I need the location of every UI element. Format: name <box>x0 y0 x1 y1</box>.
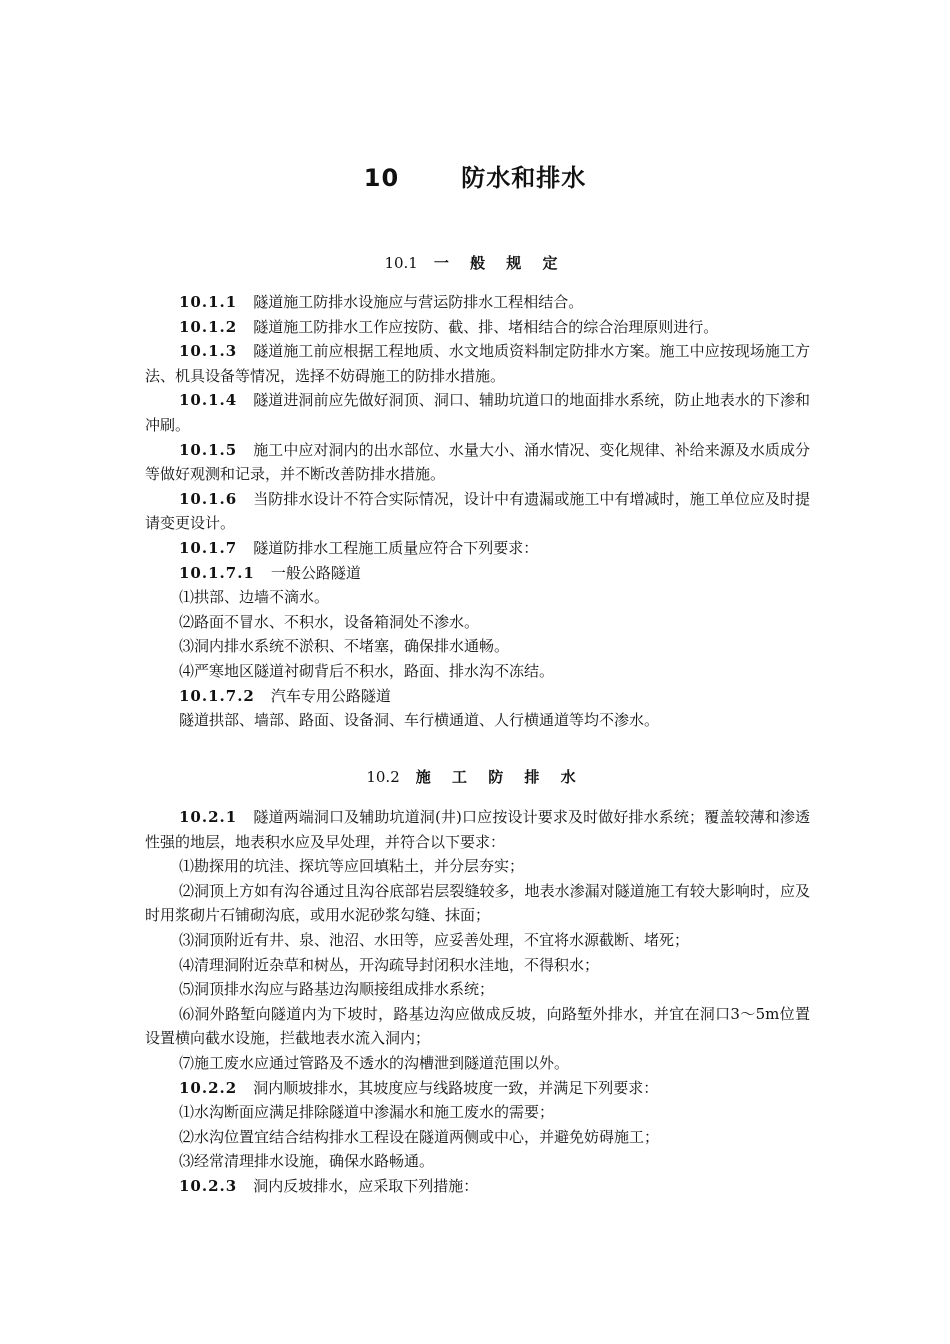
list-item <box>145 708 810 733</box>
clause-number: 10.2.3 <box>179 1176 238 1195</box>
list-item-text: ⑴勘探用的坑洼、探坑等应回填粘土，并分层夯实； <box>179 857 525 876</box>
list-item <box>145 610 810 635</box>
section-heading <box>0 252 950 273</box>
clause-text: 隧道防排水工程施工质量应符合下列要求： <box>253 538 539 557</box>
clause-text: 隧道施工防排水工作应按防、截、排、堵相结合的综合治理原则进行。 <box>253 317 719 336</box>
list-item <box>145 1100 810 1125</box>
list-item <box>145 1051 810 1076</box>
list-item-text: ⑷严寒地区隧道衬砌背后不积水，路面、排水沟不冻结。 <box>179 661 555 680</box>
clause-number: 10.1.6 <box>179 489 238 508</box>
clause-text: 施工中应对洞内的出水部位、水量大小、涌水情况、变化规律、补给来源及水质成分等做好观测和记录，并不断改善防排水措施。 <box>145 440 810 484</box>
clause-text: 隧道施工前应根据工程地质、水文地质资料制定防排水方案。施工中应按现场施工方法、机具设备等情况，选择不妨碍施工的防排水措施。 <box>145 342 810 385</box>
list-item <box>145 659 810 684</box>
clause-paragraph <box>145 487 810 536</box>
list-item-text: 隧道拱部、墙部、路面、设备洞、车行横通道、人行横通道等均不渗水。 <box>179 711 660 730</box>
list-item <box>145 1002 810 1051</box>
clause-number: 10.1.7 <box>179 538 238 557</box>
list-item-text: ⑸洞顶排水沟应与路基边沟顺接组成排水系统； <box>179 980 495 999</box>
list-item <box>145 1149 810 1174</box>
clause-number: 10.2.1 <box>179 808 238 826</box>
section-body <box>145 805 810 1199</box>
clause-text: 一般公路隧道 <box>270 563 361 582</box>
clause-text: 洞内反坡排水，应采取下列措施： <box>253 1176 479 1195</box>
clause-text: 隧道进洞前应先做好洞顶、洞口、辅助坑道口的地面排水系统，防止地表水的下渗和冲刷。 <box>145 391 810 434</box>
list-item <box>145 953 810 978</box>
clause-paragraph <box>145 290 810 315</box>
clause-paragraph <box>145 561 810 586</box>
section-body <box>145 290 810 733</box>
clause-paragraph <box>145 536 810 561</box>
chapter-number: 10 <box>363 164 400 192</box>
list-item <box>145 1125 810 1150</box>
list-item-text: ⑵路面不冒水、不积水，设备箱洞处不渗水。 <box>179 612 480 631</box>
list-item-text: ⑷清理洞附近杂草和树丛，开沟疏导封闭积水洼地，不得积水； <box>179 955 600 974</box>
list-item-text: ⑵洞顶上方如有沟谷通过且沟谷底部岩层裂缝较多，地表水渗漏对隧道施工有较大影响时，应及时用浆砌片石铺砌沟底，或用水泥砂浆勾缝、抹面； <box>145 881 810 925</box>
list-item <box>145 585 810 610</box>
list-item <box>145 928 810 953</box>
list-item-text: ⑵水沟位置宜结合结构排水工程设在隧道两侧或中心，并避免妨碍施工； <box>179 1127 660 1146</box>
list-item-text: ⑶洞内排水系统不淤积、不堵塞，确保排水通畅。 <box>179 637 510 656</box>
list-item-text: ⑶洞顶附近有井、泉、池沼、水田等，应妥善处理，不宜将水源截断、堵死； <box>179 930 690 949</box>
list-item-text: ⑺施工废水应通过管路及不透水的沟槽泄到隧道范围以外。 <box>179 1053 570 1072</box>
section-number: 10.2 <box>366 768 400 786</box>
section-heading <box>0 766 950 787</box>
chapter-title <box>0 158 950 193</box>
clause-number: 10.1.5 <box>179 440 238 459</box>
list-item-text: ⑶经常清理排水设施，确保水路畅通。 <box>179 1152 435 1171</box>
list-item <box>145 634 810 659</box>
clause-paragraph <box>145 388 810 437</box>
list-item <box>145 879 810 928</box>
clause-paragraph <box>145 1174 810 1199</box>
clause-number: 10.1.3 <box>179 342 238 361</box>
chapter-title-text: 防水和排水 <box>461 164 587 192</box>
clause-text: 洞内顺坡排水，其坡度应与线路坡度一致，并满足下列要求： <box>253 1078 659 1097</box>
clause-text: 隧道两端洞口及辅助坑道洞(井)口应按设计要求及时做好排水系统；覆盖较薄和渗透性强的地层，地表积水应及早处理，并符合以下要求： <box>145 808 810 851</box>
list-item <box>145 854 810 879</box>
clause-text: 汽车专用公路隧道 <box>270 686 391 705</box>
section-title-text: 施 工 防 排 水 <box>415 768 584 786</box>
clause-number: 10.1.1 <box>179 293 238 311</box>
section-title-text: 一 般 规 定 <box>433 254 566 272</box>
clause-number: 10.1.7.1 <box>179 563 255 582</box>
clause-number: 10.2.2 <box>179 1078 238 1097</box>
clause-number: 10.1.4 <box>179 391 238 410</box>
list-item-text: ⑴拱部、边墙不滴水。 <box>179 588 330 607</box>
clause-paragraph <box>145 684 810 709</box>
clause-text: 当防排水设计不符合实际情况，设计中有遗漏或施工中有增减时，施工单位应及时提请变更设计。 <box>145 489 810 533</box>
clause-paragraph <box>145 805 810 854</box>
clause-paragraph <box>145 339 810 388</box>
list-item-text: ⑹洞外路堑向隧道内为下坡时，路基边沟应做成反坡，向路堑外排水，并宜在洞口3～5m位置设置横向截水设施，拦截地表水流入洞内； <box>145 1004 810 1048</box>
clause-text: 隧道施工防排水设施应与营运防排水工程相结合。 <box>253 293 584 311</box>
list-item <box>145 977 810 1002</box>
clause-number: 10.1.7.2 <box>179 686 255 705</box>
section-number: 10.1 <box>384 254 418 272</box>
list-item-text: ⑴水沟断面应满足排除隧道中渗漏水和施工废水的需要； <box>179 1103 555 1122</box>
clause-paragraph <box>145 438 810 487</box>
clause-paragraph <box>145 1076 810 1101</box>
clause-number: 10.1.2 <box>179 317 238 336</box>
clause-paragraph <box>145 315 810 340</box>
